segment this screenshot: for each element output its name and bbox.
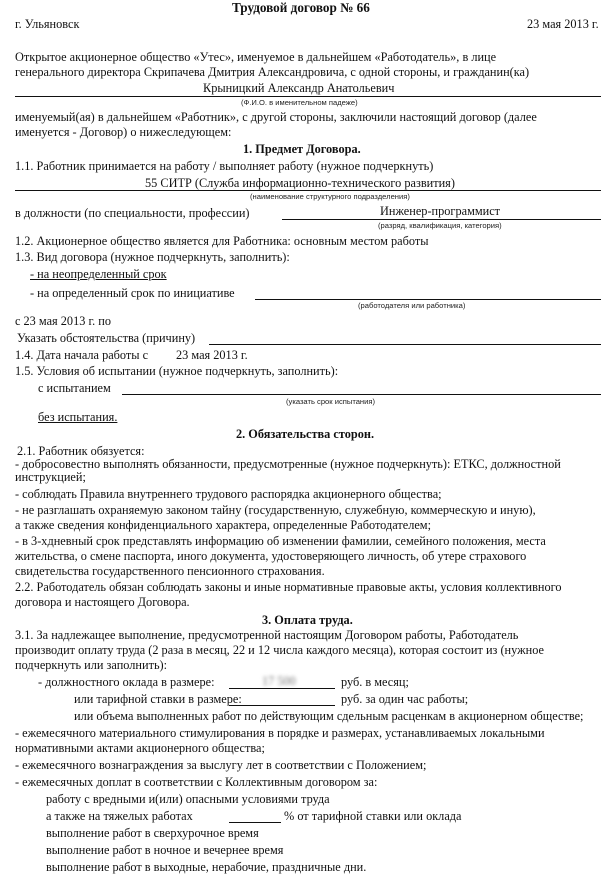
section-3-heading: 3. Оплата труда. (262, 613, 353, 627)
duty-4-line-1: - в 3-хдневный срок представлять информацию об изменении фамилии, семейного положения, места (15, 534, 546, 548)
contract-city: г. Ульяновск (15, 17, 80, 31)
department-value: 55 СИТР (Служба информационно-технического развития) (145, 176, 455, 190)
clause-1-4-label: 1.4. Дата начала работы с (15, 348, 149, 362)
position-caption: (разряд, квалификация, категория) (378, 221, 502, 230)
preamble-line-1: Открытое акционерное общество «Утес», именуемое в дальнейшем «Работодатель», в лице (15, 50, 497, 64)
clause-1-3: 1.3. Вид договора (нужное подчеркнуть, заполнить): (15, 250, 290, 264)
preamble-line-3: именуемый(ая) в дальнейшем «Работник», с другой стороны, заключили настоящий договор (далее (15, 110, 537, 124)
fixed-term-caption: (работодателя или работника) (358, 301, 466, 310)
heavy-work-suffix: % от тарифной ставки или оклада (284, 809, 462, 823)
duty-3-line-2: а также сведения конфиденциального характера, определенные Работодателем; (15, 518, 431, 532)
section-2-heading: 2. Обязательства сторон. (236, 427, 375, 441)
seniority-reward: - ежемесячного вознаграждения за выслугу лет в соответствии с Положением; (15, 758, 427, 772)
piece-rate-option: или объема выполненных работ по действующим сдельным расценкам в акционерном обществе; (74, 709, 584, 723)
clause-1-2: 1.2. Акционерное общество является для Работника: основным местом работы (15, 234, 429, 248)
option-indefinite-term: - на неопределенный срок (30, 267, 167, 281)
clause-2-1: 2.1. Работник обязуется: (17, 444, 145, 458)
clause-2-2-line-2: договора и настоящего Договора. (15, 595, 190, 609)
overtime-allowance: выполнение работ в сверхурочное время (46, 826, 259, 840)
clause-3-1-line-1: 3.1. За надлежащее выполнение, предусмотренной настоящим Договором работы, Работодатель (15, 628, 519, 642)
section-1-heading: 1. Предмет Договора. (243, 142, 361, 156)
heavy-work-line (229, 822, 281, 823)
duty-3-line-1: - не разглашать охраняемую законом тайну (государственную, служебную, коммерческую и иную), (15, 503, 536, 517)
position-label: в должности (по специальности, профессии) (15, 206, 250, 220)
bonus-line-2: нормативными актами акционерного общества; (15, 741, 265, 755)
trial-period-caption: (указать срок испытания) (286, 397, 376, 406)
contract-date: 23 мая 2013 г. (527, 17, 599, 31)
term-from-date: с 23 мая 2013 г. по (15, 314, 111, 328)
tariff-label: или тарифной ставки в размере: (74, 692, 242, 706)
reason-label: Указать обстоятельства (причину) (17, 331, 196, 345)
clause-3-1-line-2: производит оплату труда (2 раза в месяц, 22 и 12 числа каждого месяца), которая состоит из (нужное (15, 643, 544, 657)
fixed-term-line (255, 299, 601, 300)
document-title: Трудовой договор № 66 (232, 0, 370, 15)
salary-label: - должностного оклада в размере: (38, 675, 215, 689)
start-date-value: 23 мая 2013 г. (176, 348, 248, 362)
duty-1-line-2: инструкцией; (15, 470, 86, 484)
allowances-label: - ежемесячных доплат в соответствии с Коллективным договором за: (15, 775, 378, 789)
hazard-allowance: работу с вредными и(или) опасными условиями труда (46, 792, 330, 806)
clause-1-1: 1.1. Работник принимается на работу / выполняет работу (нужное подчеркнуть) (15, 159, 434, 173)
clause-1-5: 1.5. Условия об испытании (нужное подчеркнуть, заполнить): (15, 364, 339, 378)
tariff-unit: руб. за один час работы; (341, 692, 469, 706)
reason-line (209, 344, 601, 345)
duty-1-line-1: - добросовестно выполнять обязанности, предусмотренные (нужное подчеркнуть): ЕТКС, должностной (15, 457, 561, 471)
position-line (282, 219, 601, 220)
bonus-line-1: - ежемесячного материального стимулирования в порядке и размерах, устанавливаемых локальными (15, 726, 545, 740)
option-fixed-term: - на определенный срок по инициативе (30, 286, 235, 300)
with-trial-option: с испытанием (38, 381, 111, 395)
duty-2: - соблюдать Правила внутреннего трудового распорядка акционерного общества; (15, 487, 442, 501)
employee-name-line (15, 96, 601, 97)
department-line (15, 190, 601, 191)
department-caption: (наименование структурного подразделения) (250, 192, 410, 201)
heavy-work-label: а также на тяжелых работах (46, 809, 193, 823)
salary-value-wrap (262, 674, 296, 688)
duty-4-line-3: свидетельства государственного пенсионного страхования. (15, 564, 325, 578)
holiday-allowance: выполнение работ в выходные, нерабочие, праздничные дни. (46, 860, 367, 874)
without-trial-option: без испытания. (38, 410, 118, 424)
duty-4-line-2: жительства, о смене паспорта, иного документа, удостоверяющего личность, об утере страхового (15, 549, 527, 563)
clause-2-2-line-1: 2.2. Работодатель обязан соблюдать законы и иные нормативные правовые акты, условия коллективного (15, 580, 562, 594)
salary-line (229, 688, 335, 689)
salary-value: 17 500 (262, 674, 296, 688)
preamble-line-2: генерального директора Скрипачева Дмитрия Александровича, с одной стороны, и гражданин(ка) (15, 65, 530, 79)
clause-3-1-line-3: подчеркнуть или заполнить): (15, 658, 168, 672)
salary-unit: руб. в месяц; (341, 675, 409, 689)
tariff-line (229, 705, 335, 706)
trial-period-line (122, 394, 601, 395)
employee-name-caption: (Ф.И.О. в именительном падеже) (241, 98, 358, 107)
position-value: Инженер-программист (380, 204, 501, 218)
night-allowance: выполнение работ в ночное и вечернее время (46, 843, 284, 857)
preamble-line-4: именуется - Договор) о нижеследующем: (15, 125, 232, 139)
employee-name: Крыницкий Александр Анатольевич (203, 81, 395, 95)
